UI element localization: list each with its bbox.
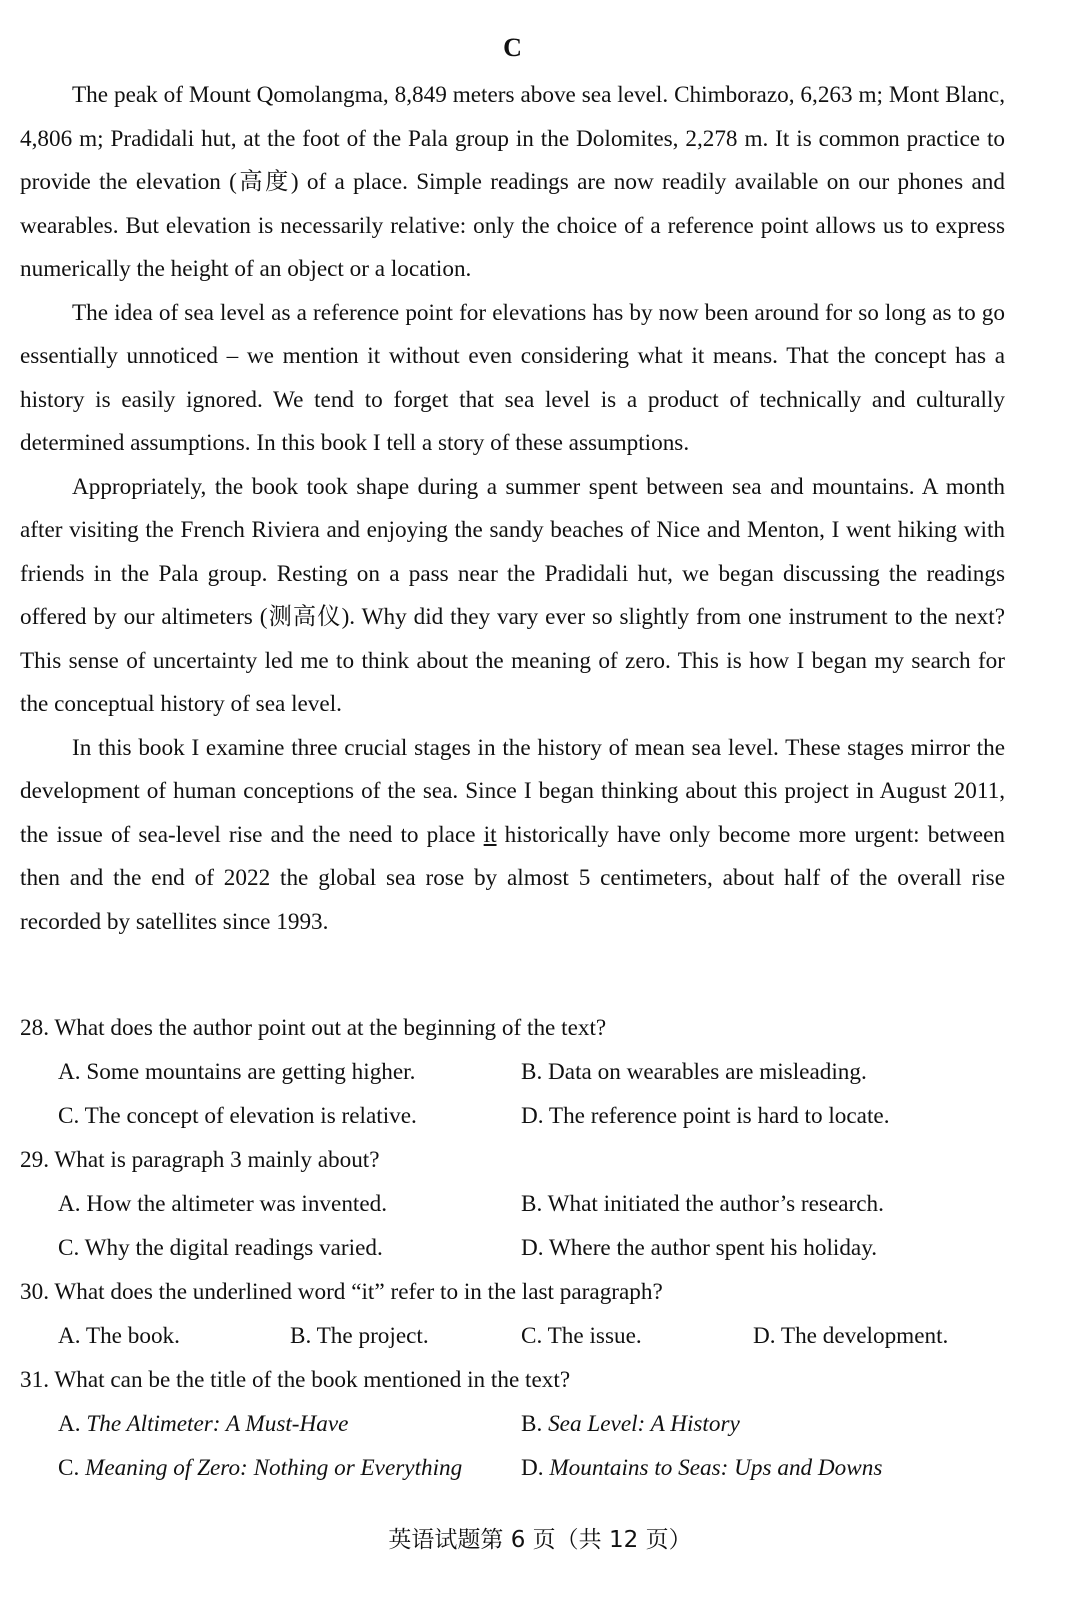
option-d[interactable]: D. The development. [753,1323,949,1349]
exam-page [20,30,1005,1490]
paragraph-4-text-after: historically have only become more urgent: between then and the end of 2022 the global sea rose by almost 5 centimeters, about half of the overall rise recorded by satellites since 1993. [20,821,1005,935]
option-b[interactable]: B. Data on wearables are misleading. [521,1059,867,1085]
option-c[interactable]: C. Why the digital readings varied. [58,1235,383,1261]
option-d[interactable]: D. Where the author spent his holiday. [521,1235,878,1261]
option-a[interactable]: A. The book. [58,1323,180,1349]
option-c[interactable]: C. The concept of elevation is relative. [58,1103,417,1129]
question-31 [20,1358,1005,1490]
option-a[interactable]: A. How the altimeter was invented. [58,1191,388,1217]
question-29 [20,1138,1005,1270]
paragraph-2: The idea of sea level as a reference point for elevations has by now been around for so long as to go essentially unnoticed – we mention it without even considering what it means. That the concept has a history is easily ignored. We tend to forget that sea level is a product of technically and culturally determined assumptions. In this book I tell a story of these assumptions. [20,299,1005,456]
book-title: The Altimeter: A Must-Have [86,1411,349,1437]
option-b[interactable] [521,1402,984,1446]
book-title: Meaning of Zero: Nothing or Everything [85,1455,463,1481]
question-30 [20,1270,1005,1358]
book-title: Mountains to Seas: Ups and Downs [549,1455,883,1481]
paragraph-4 [20,727,1005,945]
question-28 [20,1006,1005,1138]
question-stem: 30. What does the underlined word “it” refer to in the last paragraph? [20,1279,663,1305]
question-stem: 28. What does the author point out at the beginning of the text? [20,1015,607,1041]
question-stem: 31. What can be the title of the book mentioned in the text? [20,1367,571,1393]
answer-options [20,1182,1005,1270]
option-b[interactable]: B. What initiated the author’s research. [521,1191,884,1217]
page-footer: 英语试题第 6 页（共 12 页） [388,1527,692,1553]
paragraph-3: Appropriately, the book took shape during a summer spent between sea and mountains. A month after visiting the French Riviera and enjoying the sandy beaches of Nice and Menton, I went hiking with friends in the Pala group. Resting on a pass near the Pradidali hut, we began discussing the readings offered by our altimeters (测高仪). Why did they vary ever so slightly from one instrument to the next? This sense of uncertainty led me to think about the meaning of zero. This is how I began my search for the conceptual history of sea level. [20,473,1005,717]
book-title: Sea Level: A History [548,1411,740,1437]
option-a[interactable] [58,1402,521,1446]
reading-passage [20,74,1005,944]
option-letter: D. [521,1455,550,1481]
option-b[interactable]: B. The project. [290,1323,429,1349]
option-c[interactable]: C. The issue. [521,1323,642,1349]
question-list [20,1006,1005,1490]
answer-options [20,1050,1005,1138]
option-letter: A. [58,1411,87,1437]
option-d[interactable] [521,1446,984,1490]
underlined-word: it [483,821,497,848]
paragraph-1: The peak of Mount Qomolangma, 8,849 meters above sea level. Chimborazo, 6,263 m; Mont Blanc, 4,806 m; Pradidali hut, at the foot of the Pala group in the Dolomites, 2,278 m. It is common practice to provide the elevation (高度) of a place. Simple readings are now readily available on our phones and wearables. But elevation is necessarily relative: only the choice of a reference point allows us to express numerically the height of an object or a location. [20,82,1005,282]
answer-options [20,1402,1005,1490]
option-letter: C. [58,1455,86,1481]
question-stem: 29. What is paragraph 3 mainly about? [20,1147,380,1173]
answer-options [20,1314,1005,1358]
paragraph-4-text-before: In this book I examine three crucial stages in the history of mean sea level. These stages mirror the development of human conceptions of the sea. Since I began thinking about this project in August 2011, the issue of sea-level rise and the need to place [20,734,1005,848]
option-a[interactable]: A. Some mountains are getting higher. [58,1059,416,1085]
option-letter: B. [521,1411,549,1437]
section-title: C [503,33,522,62]
option-d[interactable]: D. The reference point is hard to locate. [521,1103,890,1129]
option-c[interactable] [58,1446,521,1490]
